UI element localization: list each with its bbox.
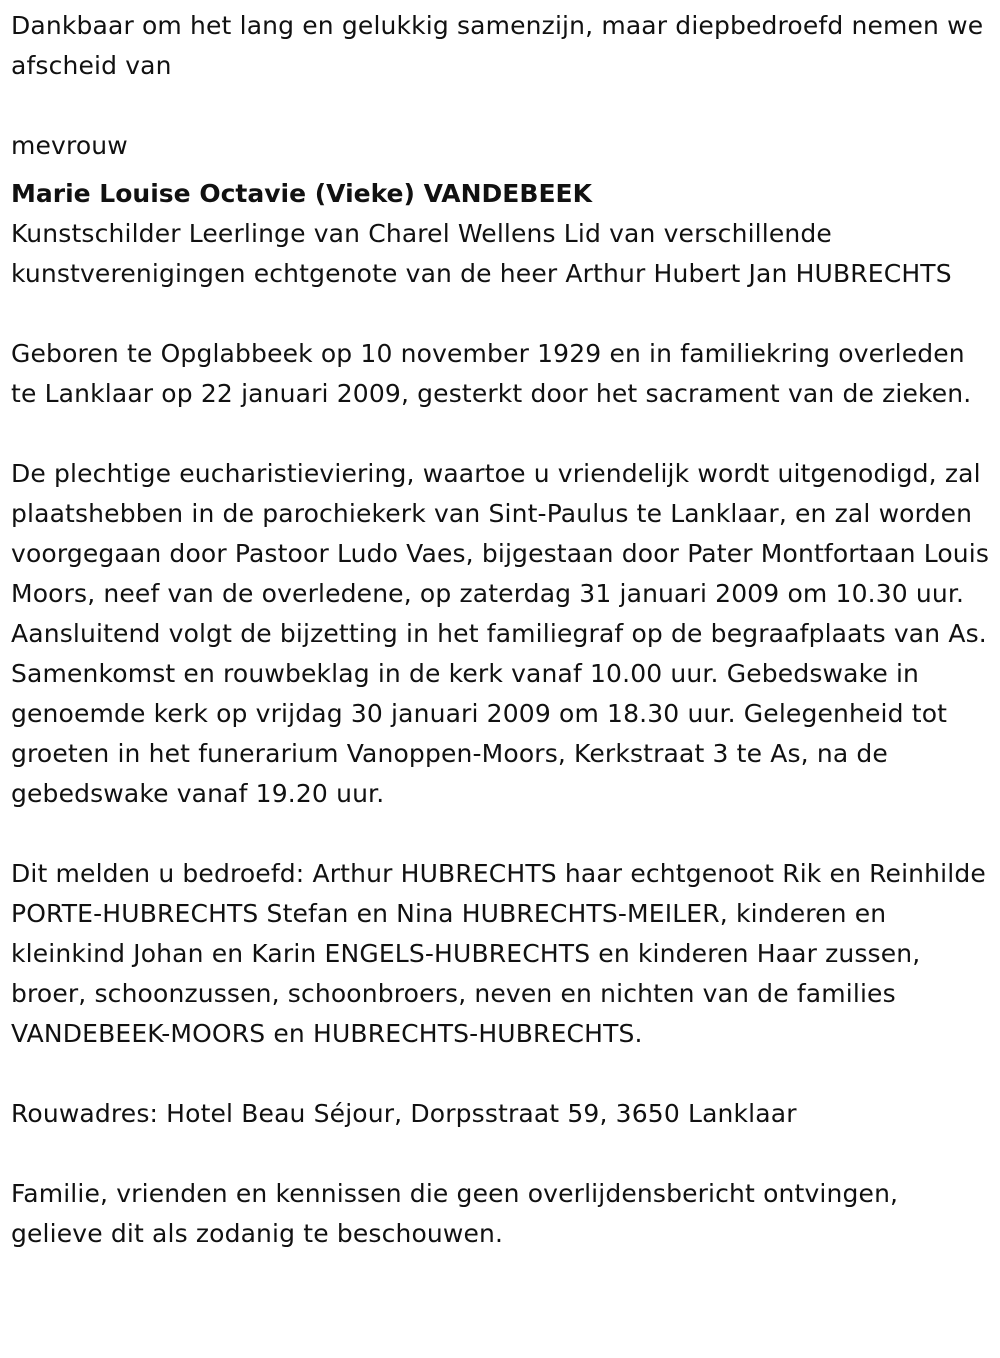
salutation: mevrouw [11, 131, 128, 160]
closing-text: Familie, vrienden en kennissen die geen overlijdensbericht ontvingen, gelieve dit als zodanig te beschouwen. [11, 1179, 899, 1248]
announced-by-text: Dit melden u bedroefd: Arthur HUBRECHTS haar echtgenoot Rik en Reinhilde PORTE-HUBRECHTS Stefan en Nina HUBRECHTS-MEILER, kinderen en kleinkind Johan en Karin ENGELS-HUBRECHTS en kinderen Haar zussen, broer, schoonzussen, schoonbroers, neven en nichten van de families VANDEBEEK-MOORS en HUBRECHTS-HUBRECHTS. [11, 859, 986, 1048]
description-text: Kunstschilder Leerlinge van Charel Wellens Lid van verschillende kunstverenigingen echtgenote van de heer Arthur Hubert Jan HUBRECHTS [11, 219, 952, 288]
intro-text: Dankbaar om het lang en gelukkig samenzijn, maar diepbedroefd nemen we afscheid van [11, 11, 984, 80]
birth-death-text: Geboren te Opglabbeek op 10 november 1929 en in familiekring overleden te Lanklaar op 22 januari 2009, gesterkt door het sacrament van de zieken. [11, 339, 972, 408]
spacer [11, 1134, 990, 1174]
spacer [11, 814, 990, 854]
ceremony-text: De plechtige eucharistieviering, waartoe u vriendelijk wordt uitgenodigd, zal plaatshebben in de parochiekerk van Sint-Paulus te Lanklaar, en zal worden voorgegaan door Pastoor Ludo Vaes, bijgestaan door Pater Montfortaan Louis Moors, neef van de overledene, op zaterdag 31 januari 2009 om 10.30 uur. Aansluitend volgt de bijzetting in het familiegraf op de begraafplaats van As. Samenkomst en rouwbeklag in de kerk vanaf 10.00 uur. Gebedswake in genoemde kerk op vrijdag 30 januari 2009 om 18.30 uur. Gelegenheid tot groeten in het funerarium Vanoppen-Moors, Kerkstraat 3 te As, na de gebedswake vanaf 19.20 uur. [11, 459, 990, 808]
spacer [11, 86, 990, 126]
spacer [11, 1054, 990, 1094]
deceased-name: Marie Louise Octavie (Vieke) VANDEBEEK [11, 179, 592, 208]
spacer [11, 294, 990, 334]
spacer [11, 414, 990, 454]
mourning-address: Rouwadres: Hotel Beau Séjour, Dorpsstraat 59, 3650 Lanklaar [11, 1099, 797, 1128]
